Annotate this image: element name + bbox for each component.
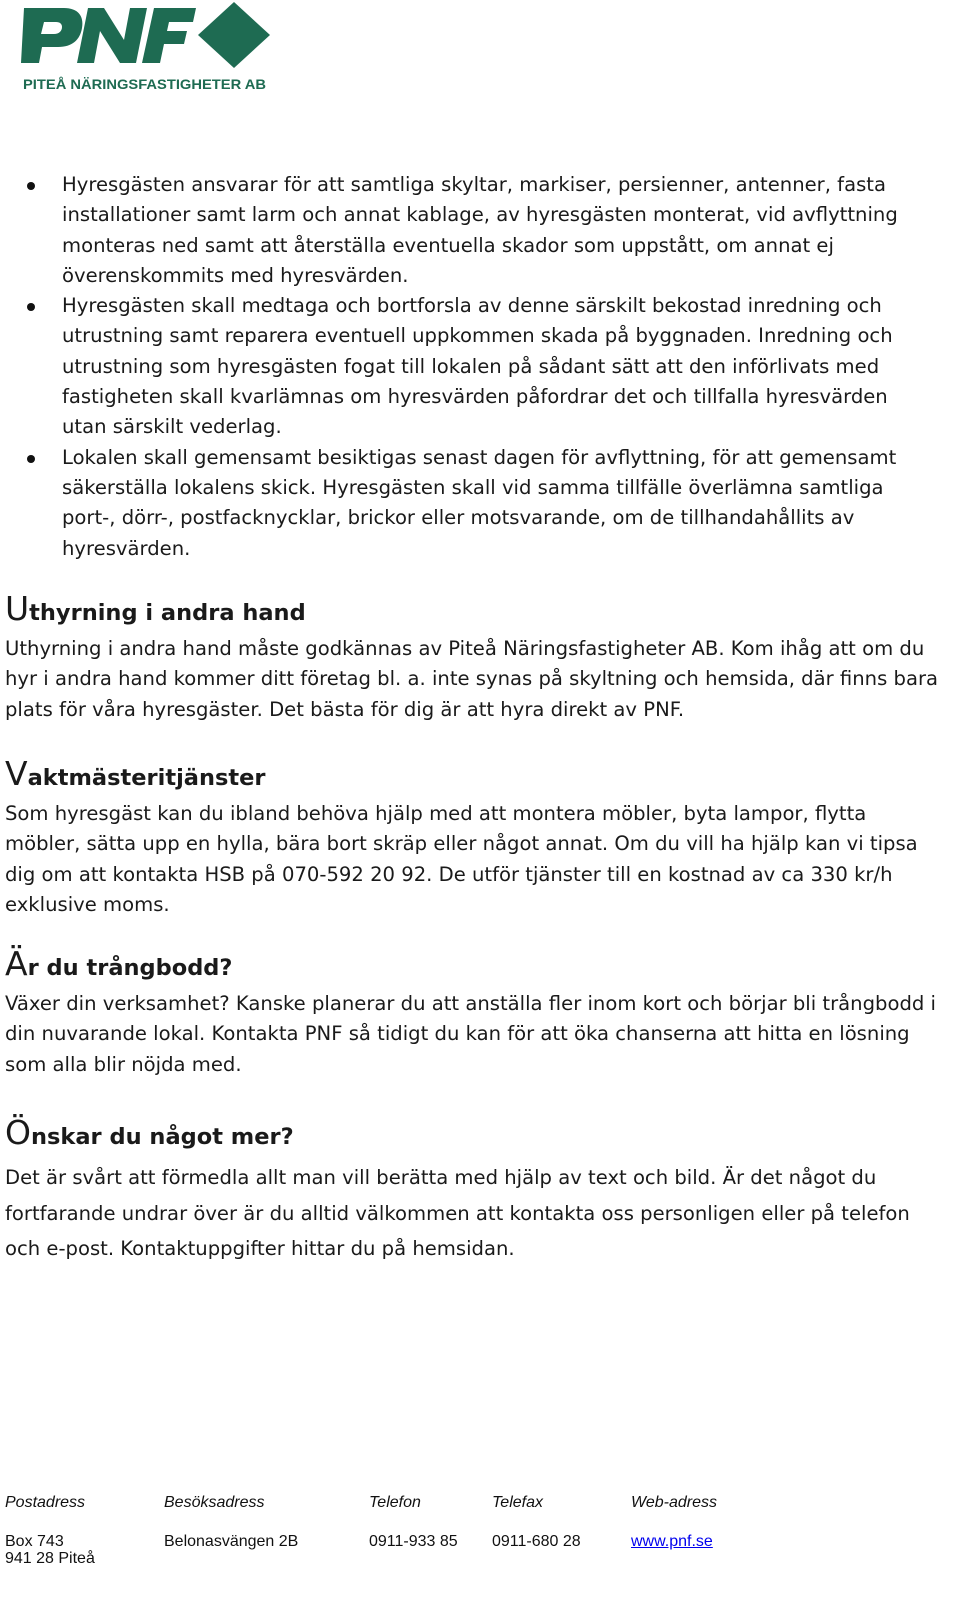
section-heading (5, 1113, 940, 1154)
pnf-logo-graphic (20, 0, 275, 96)
heading-text: nskar du något mer? (30, 1124, 294, 1150)
list-item (0, 170, 935, 291)
heading-initial: Ö (5, 1113, 31, 1152)
section-body: Uthyrning i andra hand måste godkännas av Piteå Näringsfastigheter AB. Kom ihåg att om du hyr i andra hand kommer ditt företag bl. a. inte synas på skyltning och hemsida, där finns bara plats för våra hyresgäster. Det bästa för dig är att hyra direkt av PNF. (5, 637, 939, 721)
bullet-icon (27, 455, 35, 463)
besoksadress-label: Besöksadress (164, 1494, 265, 1511)
section-heading (5, 754, 940, 795)
footer-telefax (492, 1493, 581, 1550)
heading-text: aktmästeritjänster (27, 765, 266, 791)
section-heading (5, 944, 940, 985)
heading-text: thyrning i andra hand (29, 600, 306, 626)
web-label: Web-adress (631, 1494, 717, 1511)
bullet-text: Lokalen skall gemensamt besiktigas senast dagen för avflyttning, för att gemensamt säkerställa lokalens skick. Hyresgästen skall vid samma tillfälle överlämna samtliga port-, dörr-, postfacknycklar, brickor eller motsvarande, om de tillhandahållits av hyresvärden. (62, 445, 897, 560)
postadress-label: Postadress (5, 1494, 86, 1511)
website-link[interactable]: www.pnf.se (631, 1533, 713, 1550)
section-heading (5, 589, 940, 630)
heading-initial: Ä (5, 944, 28, 983)
heading-initial: V (5, 754, 28, 793)
footer-postadress (5, 1493, 95, 1567)
list-item (0, 443, 935, 564)
section-onskar (5, 1113, 940, 1267)
telefax-value: 0911-680 28 (492, 1533, 581, 1550)
postadress-line2: 941 28 Piteå (5, 1550, 95, 1567)
heading-text: r du trångbodd? (27, 955, 233, 981)
section-trangbodd (5, 944, 940, 1080)
terms-bullet-list (0, 170, 935, 564)
bullet-icon (27, 303, 35, 311)
telefon-value: 0911-933 85 (369, 1533, 458, 1550)
bullet-text: Hyresgästen skall medtaga och bortforsla av denne särskilt bekostad inredning och utrustning samt reparera eventuell uppkommen skada på byggnaden. Inredning och utrustning som hyresgästen fogat till lokalen på sådant sätt att den införlivats med fastigheten skall kvarlämnas om hyresvärden påfordrar det och tillfalla hyresvärden utan särskilt vederlag. (62, 294, 893, 439)
besoksadress-value: Belonasvängen 2B (164, 1533, 299, 1550)
section-body: Som hyresgäst kan du ibland behöva hjälp med att montera möbler, byta lampor, flytta möbler, sätta upp en hylla, bära bort skräp eller något annat. Om du vill ha hjälp kan vi tipsa dig om att kontakta HSB på 070-592 20 92. De utför tjänster till en kostnad av ca 330 kr/h exklusive moms. (5, 802, 918, 916)
section-uthyrning (5, 589, 940, 725)
telefon-label: Telefon (369, 1494, 421, 1511)
list-item (0, 291, 935, 442)
telefax-label: Telefax (492, 1494, 543, 1511)
company-logo (20, 0, 275, 96)
footer-telefon (369, 1493, 458, 1550)
section-vaktmasteri (5, 754, 940, 920)
section-body: Växer din verksamhet? Kanske planerar du att anställa fler inom kort och börjar bli trångbodd i din nuvarande lokal. Kontakta PNF så tidigt du kan för att öka chanserna att hitta en lösning som alla blir nöjda med. (5, 992, 936, 1076)
heading-initial: U (5, 589, 30, 628)
logo-tagline: PITEÅ NÄRINGSFASTIGHETER AB (23, 77, 267, 92)
footer-web (631, 1493, 717, 1550)
bullet-icon (27, 182, 35, 190)
postadress-line1: Box 743 (5, 1533, 64, 1550)
bullet-text: Hyresgästen ansvarar för att samtliga skyltar, markiser, persienner, antenner, fasta installationer samt larm och annat kablage, av hyresgästen monterat, vid avflyttning monteras ned samt att återställa eventuella skador som uppstått, om annat ej överenskommits med hyresvärden. (62, 173, 898, 287)
footer-besoksadress (164, 1493, 298, 1550)
section-body: Det är svårt att förmedla allt man vill berätta med hjälp av text och bild. Är det något du fortfarande undrar över är du alltid välkommen att kontakta oss personligen eller på telefon och e-post. Kontaktuppgifter hittar du på hemsidan. (5, 1166, 910, 1260)
